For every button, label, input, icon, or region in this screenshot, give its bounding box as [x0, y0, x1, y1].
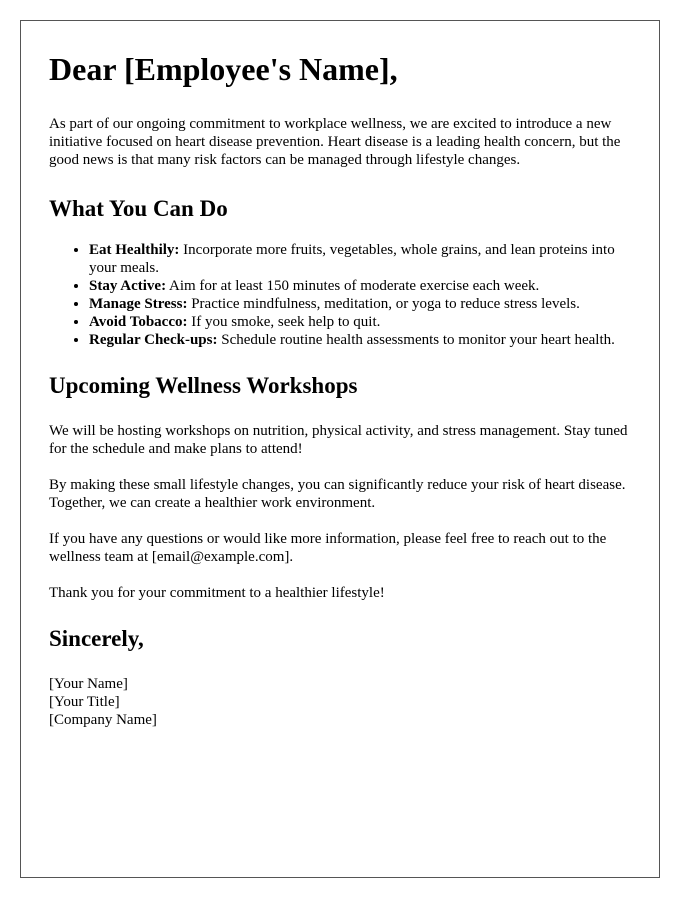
questions-paragraph: If you have any questions or would like more information, please feel free to reach out to the wellness team at [email@example.com]. — [49, 531, 607, 565]
thanks-paragraph: Thank you for your commitment to a healthier lifestyle! — [49, 585, 385, 601]
signature-title: [Your Title] — [49, 694, 120, 710]
greeting-heading: Dear [Employee's Name], — [49, 51, 398, 87]
section-heading-workshops: Upcoming Wellness Workshops — [49, 373, 358, 398]
list-item — [89, 277, 631, 295]
tips-list — [49, 241, 631, 349]
tip-label: Regular Check-ups: — [89, 332, 218, 348]
section-heading-what-you-can-do: What You Can Do — [49, 196, 228, 221]
signature-name: [Your Name] — [49, 676, 128, 692]
tip-text: Practice mindfulness, meditation, or yoga to reduce stress levels. — [187, 296, 580, 312]
tip-label: Eat Healthily: — [89, 242, 180, 258]
signature-company: [Company Name] — [49, 712, 157, 728]
tip-label: Avoid Tobacco: — [89, 314, 188, 330]
list-item — [89, 241, 631, 277]
letter-page — [20, 20, 660, 878]
closing-heading: Sincerely, — [49, 626, 144, 651]
list-item — [89, 331, 631, 349]
tip-label: Manage Stress: — [89, 296, 188, 312]
list-item — [89, 295, 631, 313]
list-item — [89, 313, 631, 331]
tip-text: Aim for at least 150 minutes of moderate exercise each week. — [166, 278, 540, 294]
tip-text: Incorporate more fruits, vegetables, whole grains, and lean proteins into your meals. — [89, 242, 615, 276]
tip-text: If you smoke, seek help to quit. — [187, 314, 381, 330]
tip-text: Schedule routine health assessments to monitor your heart health. — [217, 332, 615, 348]
tip-label: Stay Active: — [89, 278, 167, 294]
signature-block — [49, 675, 631, 729]
workshops-paragraph: We will be hosting workshops on nutrition, physical activity, and stress management. Stay tuned for the schedule and make plans to attend! — [49, 423, 628, 457]
intro-paragraph: As part of our ongoing commitment to workplace wellness, we are excited to introduce a new initiative focused on heart disease prevention. Heart disease is a leading health concern, but the good news is that many risk factors can be managed through lifestyle changes. — [49, 116, 621, 168]
changes-paragraph: By making these small lifestyle changes, you can significantly reduce your risk of heart disease. Together, we can create a healthier work environment. — [49, 477, 626, 511]
